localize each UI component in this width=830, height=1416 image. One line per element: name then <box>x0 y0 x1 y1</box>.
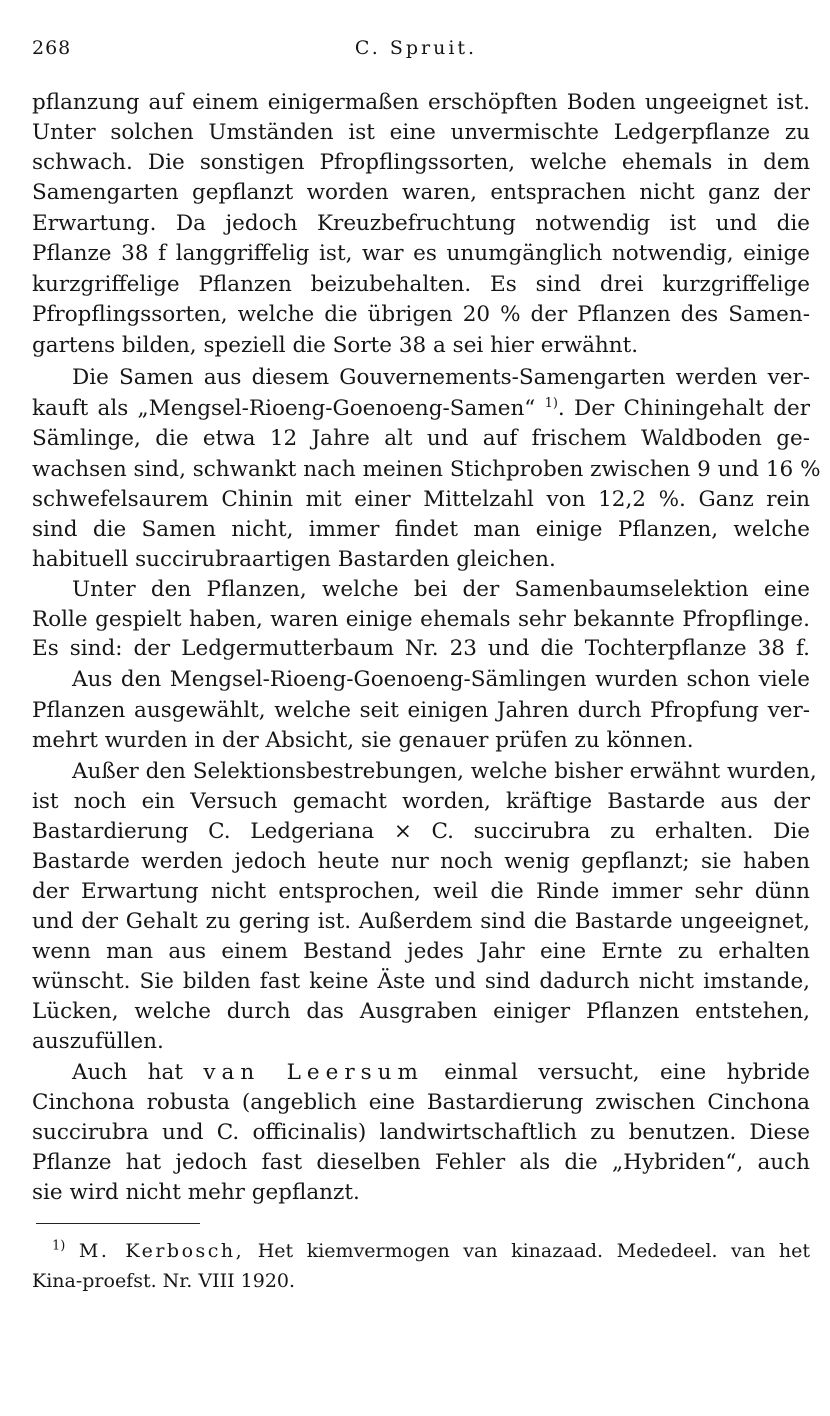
body-line: mehrt wurden in der Absicht, sie genauer prüfen zu können. <box>32 728 694 753</box>
footnote-line <box>32 1236 810 1266</box>
body-line: pflanzung auf einem einigermaßen erschöpften Boden ungeeignet ist. <box>32 90 810 115</box>
footnote-marker <box>52 1239 65 1254</box>
body-line: und der Gehalt zu gering ist. Außerdem sind die Bastarde ungeeignet, <box>32 909 810 934</box>
body-line: auszufüllen. <box>32 1029 164 1054</box>
body-line: Cinchona robusta (angeblich eine Bastardierung zwischen Cinchona <box>32 1090 810 1115</box>
body-text-segment: . Der Chiningehalt der <box>557 396 810 421</box>
footnote-line: Kina-proefst. Nr. VIII 1920. <box>32 1270 296 1292</box>
body-line: Aus den Mengsel-Rioeng-Goenoeng-Sämlingen wurden schon viele <box>72 667 810 692</box>
body-line: wenn man aus einem Bestand jedes Jahr eine Ernte zu erhalten <box>32 939 810 964</box>
body-line: Außer den Selektionsbestrebungen, welche bisher erwähnt wurden, <box>72 759 817 784</box>
body-line: Lücken, welche durch das Ausgraben einiger Pflanzen entstehen, <box>32 999 810 1024</box>
body-line: Unter solchen Umständen ist eine unvermischte Ledgerpflanze zu <box>32 120 810 145</box>
body-line: Erwartung. Da jedoch Kreuzbefruchtung notwendig ist und die <box>32 211 810 236</box>
body-line: ist noch ein Versuch gemacht worden, kräftige Bastarde aus der <box>32 789 810 814</box>
body-line: schwefelsaurem Chinin mit einer Mittelzahl von 12,2 %. Ganz rein <box>32 487 810 512</box>
body-line: Unter den Pflanzen, welche bei der Samenbaumselektion eine <box>72 577 810 602</box>
body-line: Die Samen aus diesem Gouvernements-Samengarten werden ver- <box>72 365 810 390</box>
body-line: Bastarde werden jedoch heute nur noch wenig gepflanzt; sie haben <box>32 849 810 874</box>
running-head: C. Spruit. <box>354 37 478 59</box>
body-line: Samengarten gepflanzt worden waren, entsprachen nicht ganz der <box>32 180 810 205</box>
body-line <box>32 394 810 424</box>
body-line: habituell succirubraartigen Bastarden gleichen. <box>32 547 556 572</box>
footnote-text: Het kiemvermogen van kinazaad. Mededeel. van het <box>257 1240 810 1262</box>
footnote-reference-number: 1 <box>544 395 553 411</box>
body-line: wünscht. Sie bilden fast keine Äste und sind dadurch nicht imstande, <box>32 969 810 994</box>
footnote-marker-paren: ) <box>60 1238 66 1254</box>
body-line: Sämlinge, die etwa 12 Jahre alt und auf frischem Waldboden ge- <box>32 426 810 451</box>
body-line: sie wird nicht mehr gepflanzt. <box>32 1180 360 1205</box>
body-line: kurzgriffelige Pflanzen beizubehalten. Es sind drei kurzgriffelige <box>32 272 810 297</box>
footnote-marker-number: 1 <box>52 1238 61 1254</box>
footnote-author: M. Kerbosch, <box>78 1240 245 1262</box>
body-line: gartens bilden, speziell die Sorte 38 a sei hier erwähnt. <box>32 333 639 358</box>
body-text-segment: Auch hat <box>72 1060 183 1085</box>
body-line: Pflanzen ausgewählt, welche seit einigen Jahren durch Pfropfung ver- <box>32 698 810 723</box>
body-line: Pflanze hat jedoch fast dieselben Fehler als die „Hybriden“, auch <box>32 1150 810 1175</box>
body-line: schwach. Die sonstigen Pfropflingssorten, welche ehemals in dem <box>32 150 810 175</box>
body-line: sind die Samen nicht, immer findet man einige Pflanzen, welche <box>32 517 810 542</box>
body-line <box>32 1058 810 1088</box>
author-name-spaced: van Leersum <box>203 1060 424 1085</box>
body-line: Rolle gespielt haben, waren einige ehemals sehr bekannte Pfropflinge. <box>32 607 810 632</box>
body-line: Bastardierung C. Ledgeriana × C. succirubra zu erhalten. Die <box>32 819 810 844</box>
body-text-segment: kauft als „Mengsel-Rioeng-Goenoeng-Samen“ <box>32 396 536 421</box>
body-line: wachsen sind, schwankt nach meinen Stichproben zwischen 9 und 16 % <box>32 457 821 482</box>
body-line: Pfropflingssorten, welche die übrigen 20 % der Pflanzen des Samen- <box>32 302 810 327</box>
body-line: Es sind: der Ledgermutterbaum Nr. 23 und die Tochterpflanze 38 f. <box>32 636 810 661</box>
body-text-segment: einmal versucht, eine hybride <box>444 1060 810 1085</box>
footnote-reference: 1) <box>544 395 558 411</box>
body-line: succirubra und C. officinalis) landwirtschaftlich zu benutzen. Diese <box>32 1120 810 1145</box>
page-header <box>32 37 800 63</box>
footnote-divider <box>36 1223 200 1224</box>
page-number: 268 <box>32 37 72 59</box>
body-line: der Erwartung nicht entsprochen, weil die Rinde immer sehr dünn <box>32 879 810 904</box>
body-line: Pflanze 38 f langgriffelig ist, war es unumgänglich notwendig, einige <box>32 241 810 266</box>
